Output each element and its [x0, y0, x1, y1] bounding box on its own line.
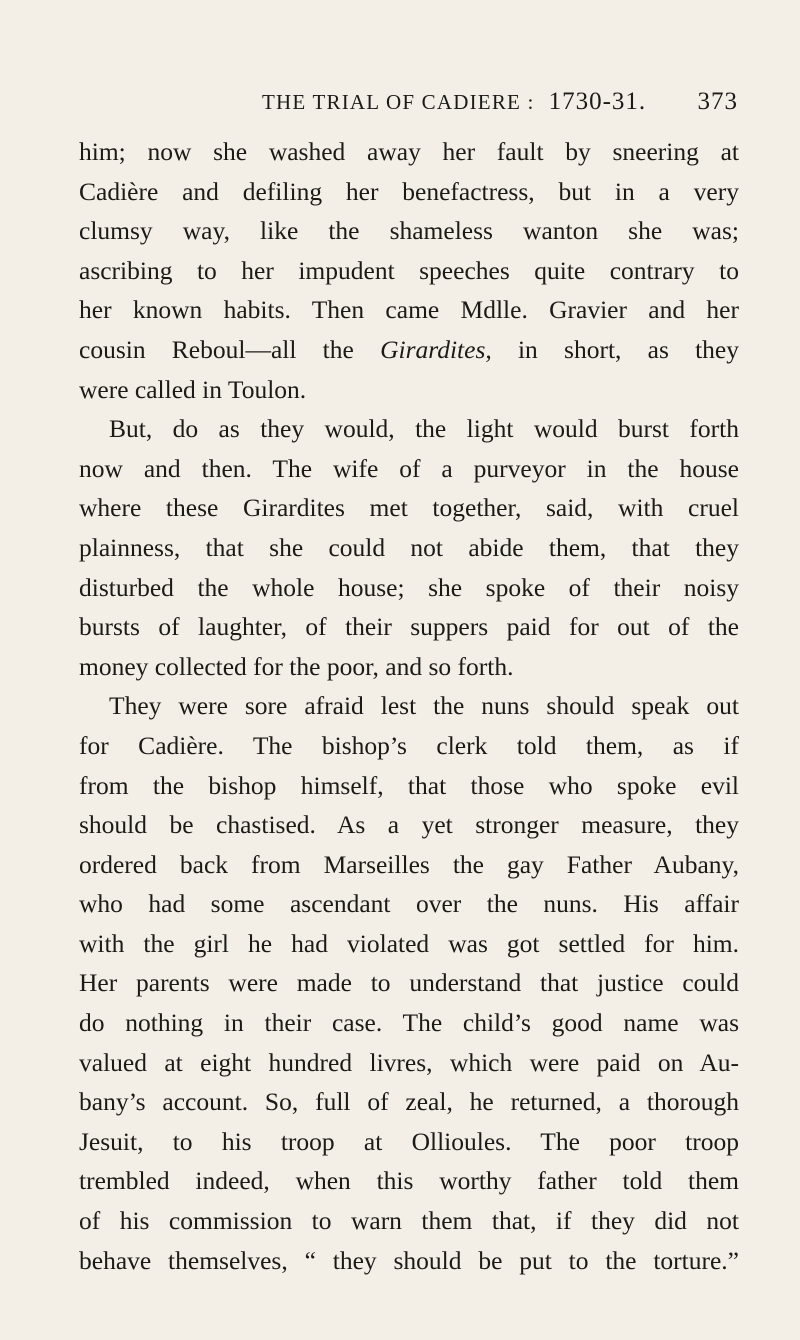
text-line: of his commission to warn them that, if they did not [79, 1206, 739, 1236]
text-line: for Cadière. The bishop’s clerk told them, as if [79, 730, 739, 760]
text-line: clumsy way, like the shameless wanton she was; [79, 216, 739, 246]
text-line: do nothing in their case. The child’s good name was [79, 1008, 739, 1038]
text-line: who had some ascendant over the nuns. His affair [79, 889, 739, 919]
text-line: valued at eight hundred livres, which were paid on Au- [79, 1047, 739, 1077]
text-fragment: in short, as they [491, 334, 739, 364]
text-line [79, 330, 739, 370]
text-line: plainness, that she could not abide them, that they [79, 532, 739, 562]
text-fragment: cousin Reboul—all the [79, 334, 381, 364]
running-title: THE TRIAL OF CADIERE : [262, 90, 535, 114]
text-line: with the girl he had violated was got settled for him. [79, 928, 739, 958]
italic-term: Girardites, [380, 334, 492, 364]
text-line: trembled indeed, when this worthy father told them [79, 1166, 739, 1196]
running-head [262, 88, 738, 122]
text-line: Her parents were made to understand that justice could [79, 968, 739, 998]
paragraph-3 [79, 686, 739, 1280]
text-line: where these Girardites met together, said, with cruel [79, 493, 739, 523]
text-line: Cadière and defiling her benefactress, but in a very [79, 176, 739, 206]
text-line: her known habits. Then came Mdlle. Gravier and her [79, 295, 739, 325]
text-line: now and then. The wife of a purveyor in the house [79, 453, 739, 483]
paragraph-2 [79, 409, 739, 686]
body-text [79, 132, 739, 1280]
text-line: Jesuit, to his troop at Ollioules. The poor troop [79, 1126, 739, 1156]
text-line: disturbed the whole house; she spoke of their noisy [79, 572, 739, 602]
text-line: were called in Toulon. [79, 374, 307, 404]
text-line: from the bishop himself, that those who spoke evil [79, 770, 739, 800]
text-line: ordered back from Marseilles the gay Father Aubany, [79, 849, 739, 879]
text-line: ascribing to her impudent speeches quite contrary to [79, 255, 739, 285]
text-line: behave themselves, “ they should be put to the torture.” [79, 1245, 739, 1275]
text-line: him; now she washed away her fault by sneering at [79, 137, 739, 166]
text-line: But, do as they would, the light would burst forth [109, 414, 739, 444]
page-number: 373 [697, 88, 738, 115]
text-line: bursts of laughter, of their suppers paid for out of the [79, 612, 739, 642]
text-line: should be chastised. As a yet stronger measure, they [79, 810, 739, 840]
running-years: 1730-31. [548, 88, 647, 115]
text-line: They were sore afraid lest the nuns should speak out [109, 691, 739, 721]
paragraph-1 [79, 132, 739, 409]
text-line: money collected for the poor, and so forth. [79, 651, 514, 681]
text-line: bany’s account. So, full of zeal, he returned, a thorough [79, 1087, 739, 1117]
